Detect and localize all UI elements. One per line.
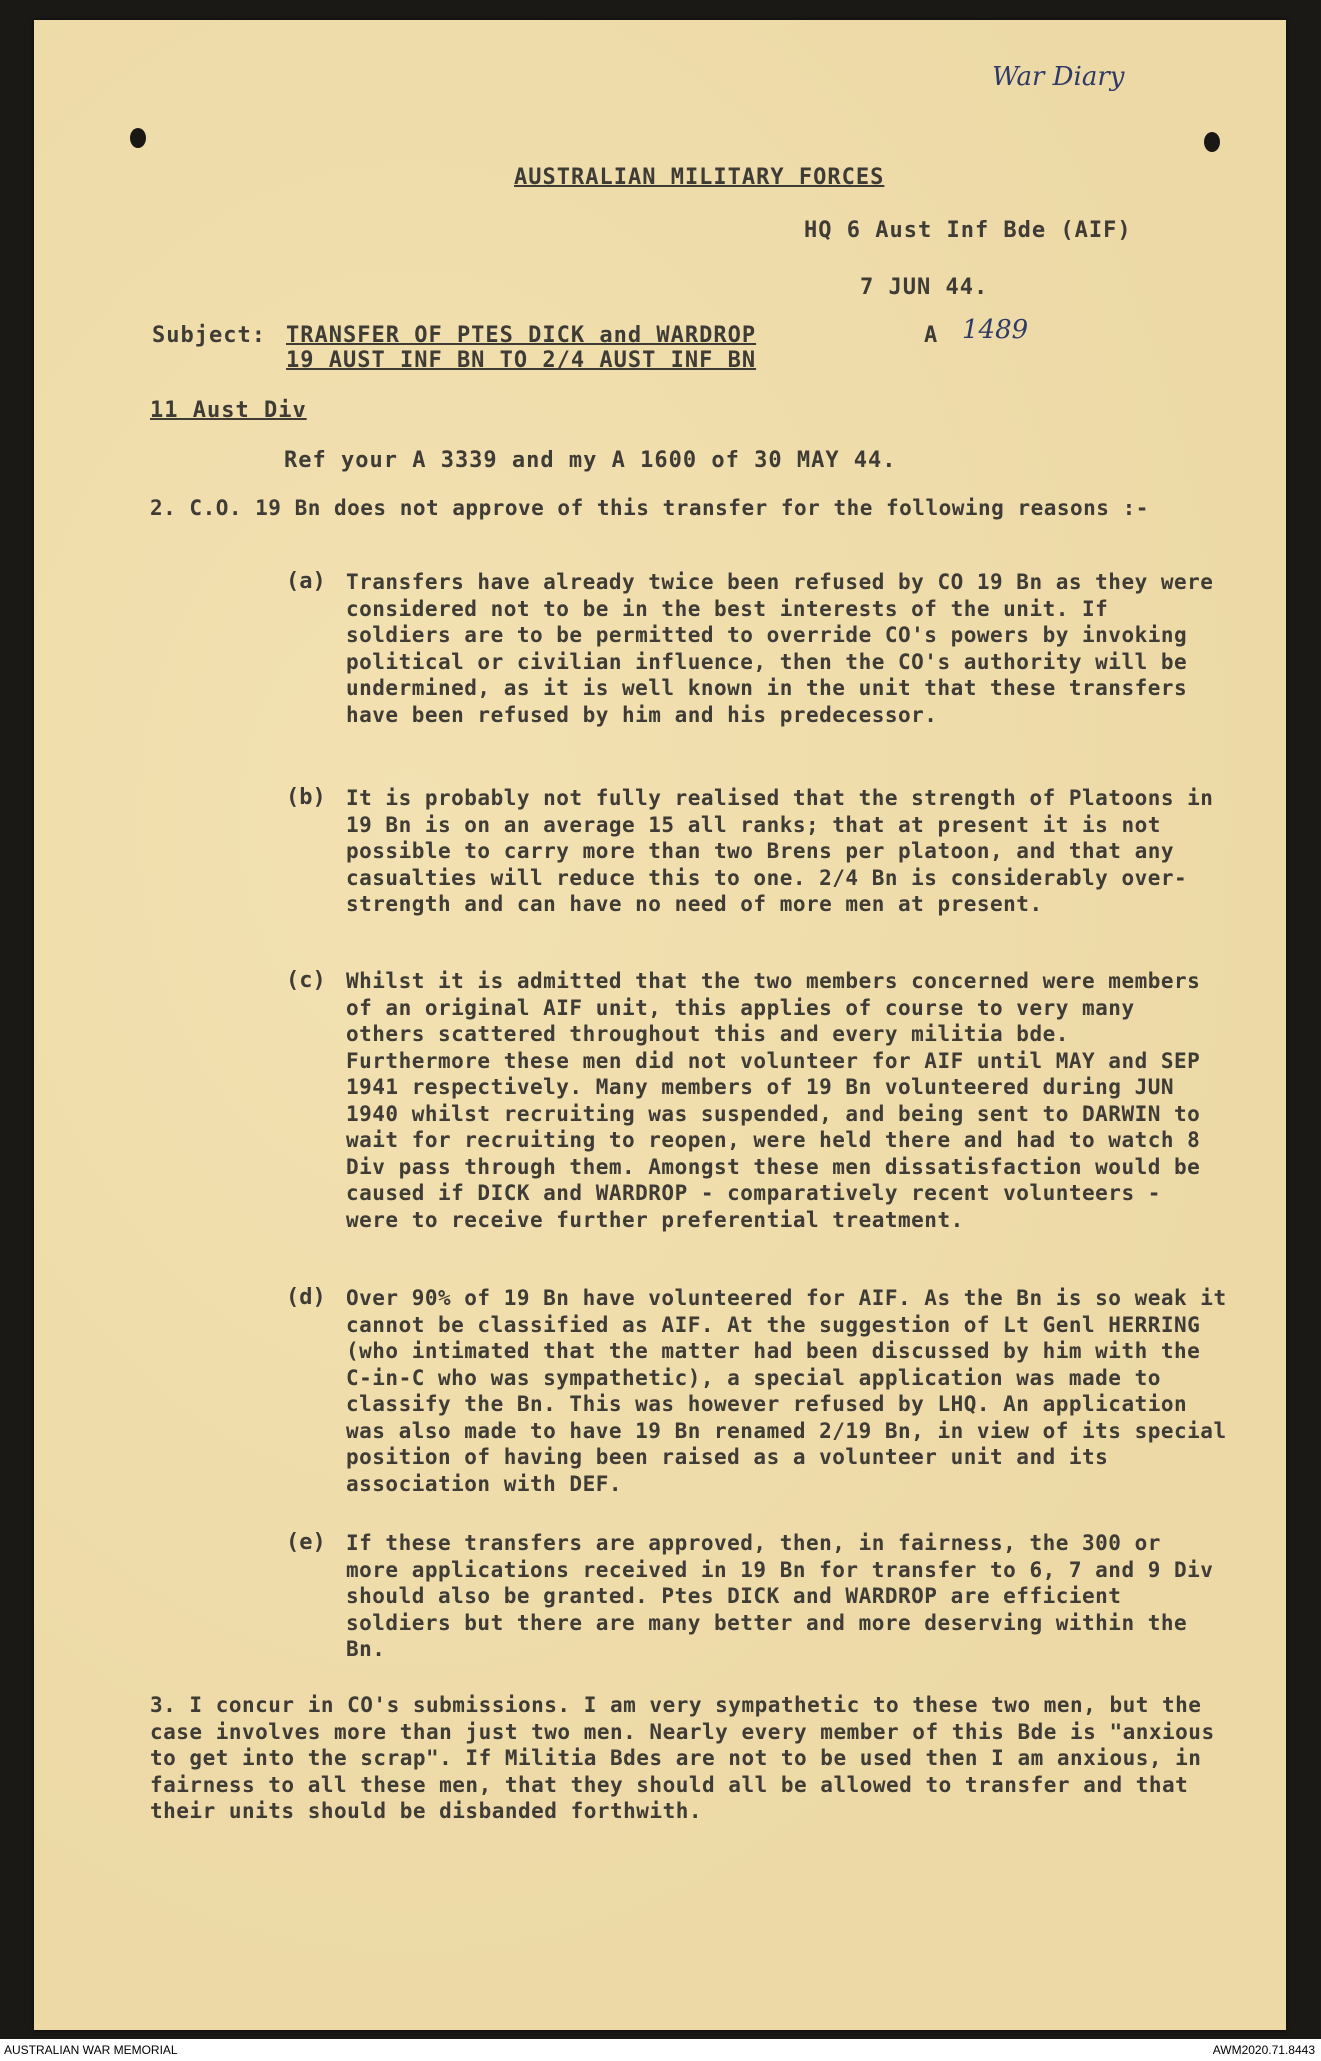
- handwritten-war-diary-note: War Diary: [992, 62, 1125, 92]
- footer-accession-number: AWM2020.71.8443: [1212, 2043, 1315, 2057]
- subject-line-1: TRANSFER OF PTES DICK and WARDROP: [286, 323, 757, 348]
- document-sheet: [34, 20, 1286, 2030]
- archive-footer: [0, 2039, 1321, 2061]
- item-c-text: Whilst it is admitted that the two members concerned were members of an original AIF unit, this applies of course to very many others scattered throughout this and every militia bde. Furthermore these men did not volunteer for AIF until MAY and SEP 1941 respectively. Many members of 19 Bn volunteered during JUN 1940 whilst recruiting was suspended, and being sent to DARWIN to wait for recruiting to reopen, were held there and had to watch 8 Div pass through them. Amongst these men dissatisfaction would be caused if DICK and WARDROP - comparatively recent volunteers - were to receive further preferential treatment.: [346, 969, 1201, 1232]
- paragraph-3: 3. I concur in CO's submissions. I am very sympathetic to these two men, but the case involves more than just two men. Nearly every member of this Bde is "anxious to get into the scrap". If Militia Bdes are not to be used then I am anxious, in fairness to all these men, that they should all be allowed to transfer and that their units should be disbanded forthwith.: [150, 1693, 1215, 1823]
- item-a-letter: (a): [286, 569, 326, 594]
- addressee: 11 Aust Div: [150, 398, 307, 423]
- paragraph-2: 2. C.O. 19 Bn does not approve of this transfer for the following reasons :-: [150, 496, 1149, 520]
- subject-label: Subject:: [152, 323, 266, 348]
- item-e-text: If these transfers are approved, then, in fairness, the 300 or more applications received in 19 Bn for transfer to 6, 7 and 9 Div should also be granted. Ptes DICK and WARDROP are efficient soldiers but there are many better and more deserving within the Bn.: [346, 1531, 1214, 1661]
- item-b-text: It is probably not fully realised that the strength of Platoons in 19 Bn is on an average 15 all ranks; that at present it is not possible to carry more than two Brens per platoon, and that any casualties will reduce this to one. 2/4 Bn is considerably over-strength and can have no need of more men at present.: [346, 786, 1214, 916]
- item-b-letter: (b): [286, 785, 326, 810]
- hq-line: HQ 6 Aust Inf Bde (AIF): [804, 218, 1132, 243]
- item-d-letter: (d): [286, 1285, 326, 1310]
- punch-hole-left: [130, 128, 146, 148]
- reference-line: Ref your A 3339 and my A 1600 of 30 MAY 44.: [284, 448, 897, 473]
- item-d-text: Over 90% of 19 Bn have volunteered for AIF. As the Bn is so weak it cannot be classified as AIF. At the suggestion of Lt Genl HERRING (who intimated that the matter had been discussed by him with the C-in-C who was sympathetic), a special application was made to classify the Bn. This was however refused by LHQ. An application was also made to have 19 Bn renamed 2/19 Bn, in view of its special position of having been raised as a volunteer unit and its association with DEF.: [346, 1286, 1227, 1496]
- item-e-letter: (e): [286, 1530, 326, 1555]
- handwritten-ref-number: 1489: [962, 315, 1029, 345]
- item-a-text: Transfers have already twice been refused by CO 19 Bn as they were considered not to be in the best interests of the unit. If soldiers are to be permitted to override CO's powers by invoking political or civilian influence, then the CO's authority will be undermined, as it is well known in the unit that these transfers have been refused by him and his predecessor.: [346, 570, 1214, 727]
- subject-line-2: 19 AUST INF BN TO 2/4 AUST INF BN: [286, 348, 757, 373]
- footer-institution: AUSTRALIAN WAR MEMORIAL: [4, 2043, 178, 2057]
- document-heading: AUSTRALIAN MILITARY FORCES: [514, 165, 885, 190]
- punch-hole-right: [1204, 132, 1220, 152]
- item-c-letter: (c): [286, 968, 326, 993]
- ref-prefix: A: [924, 323, 939, 348]
- document-date: 7 JUN 44.: [860, 275, 989, 300]
